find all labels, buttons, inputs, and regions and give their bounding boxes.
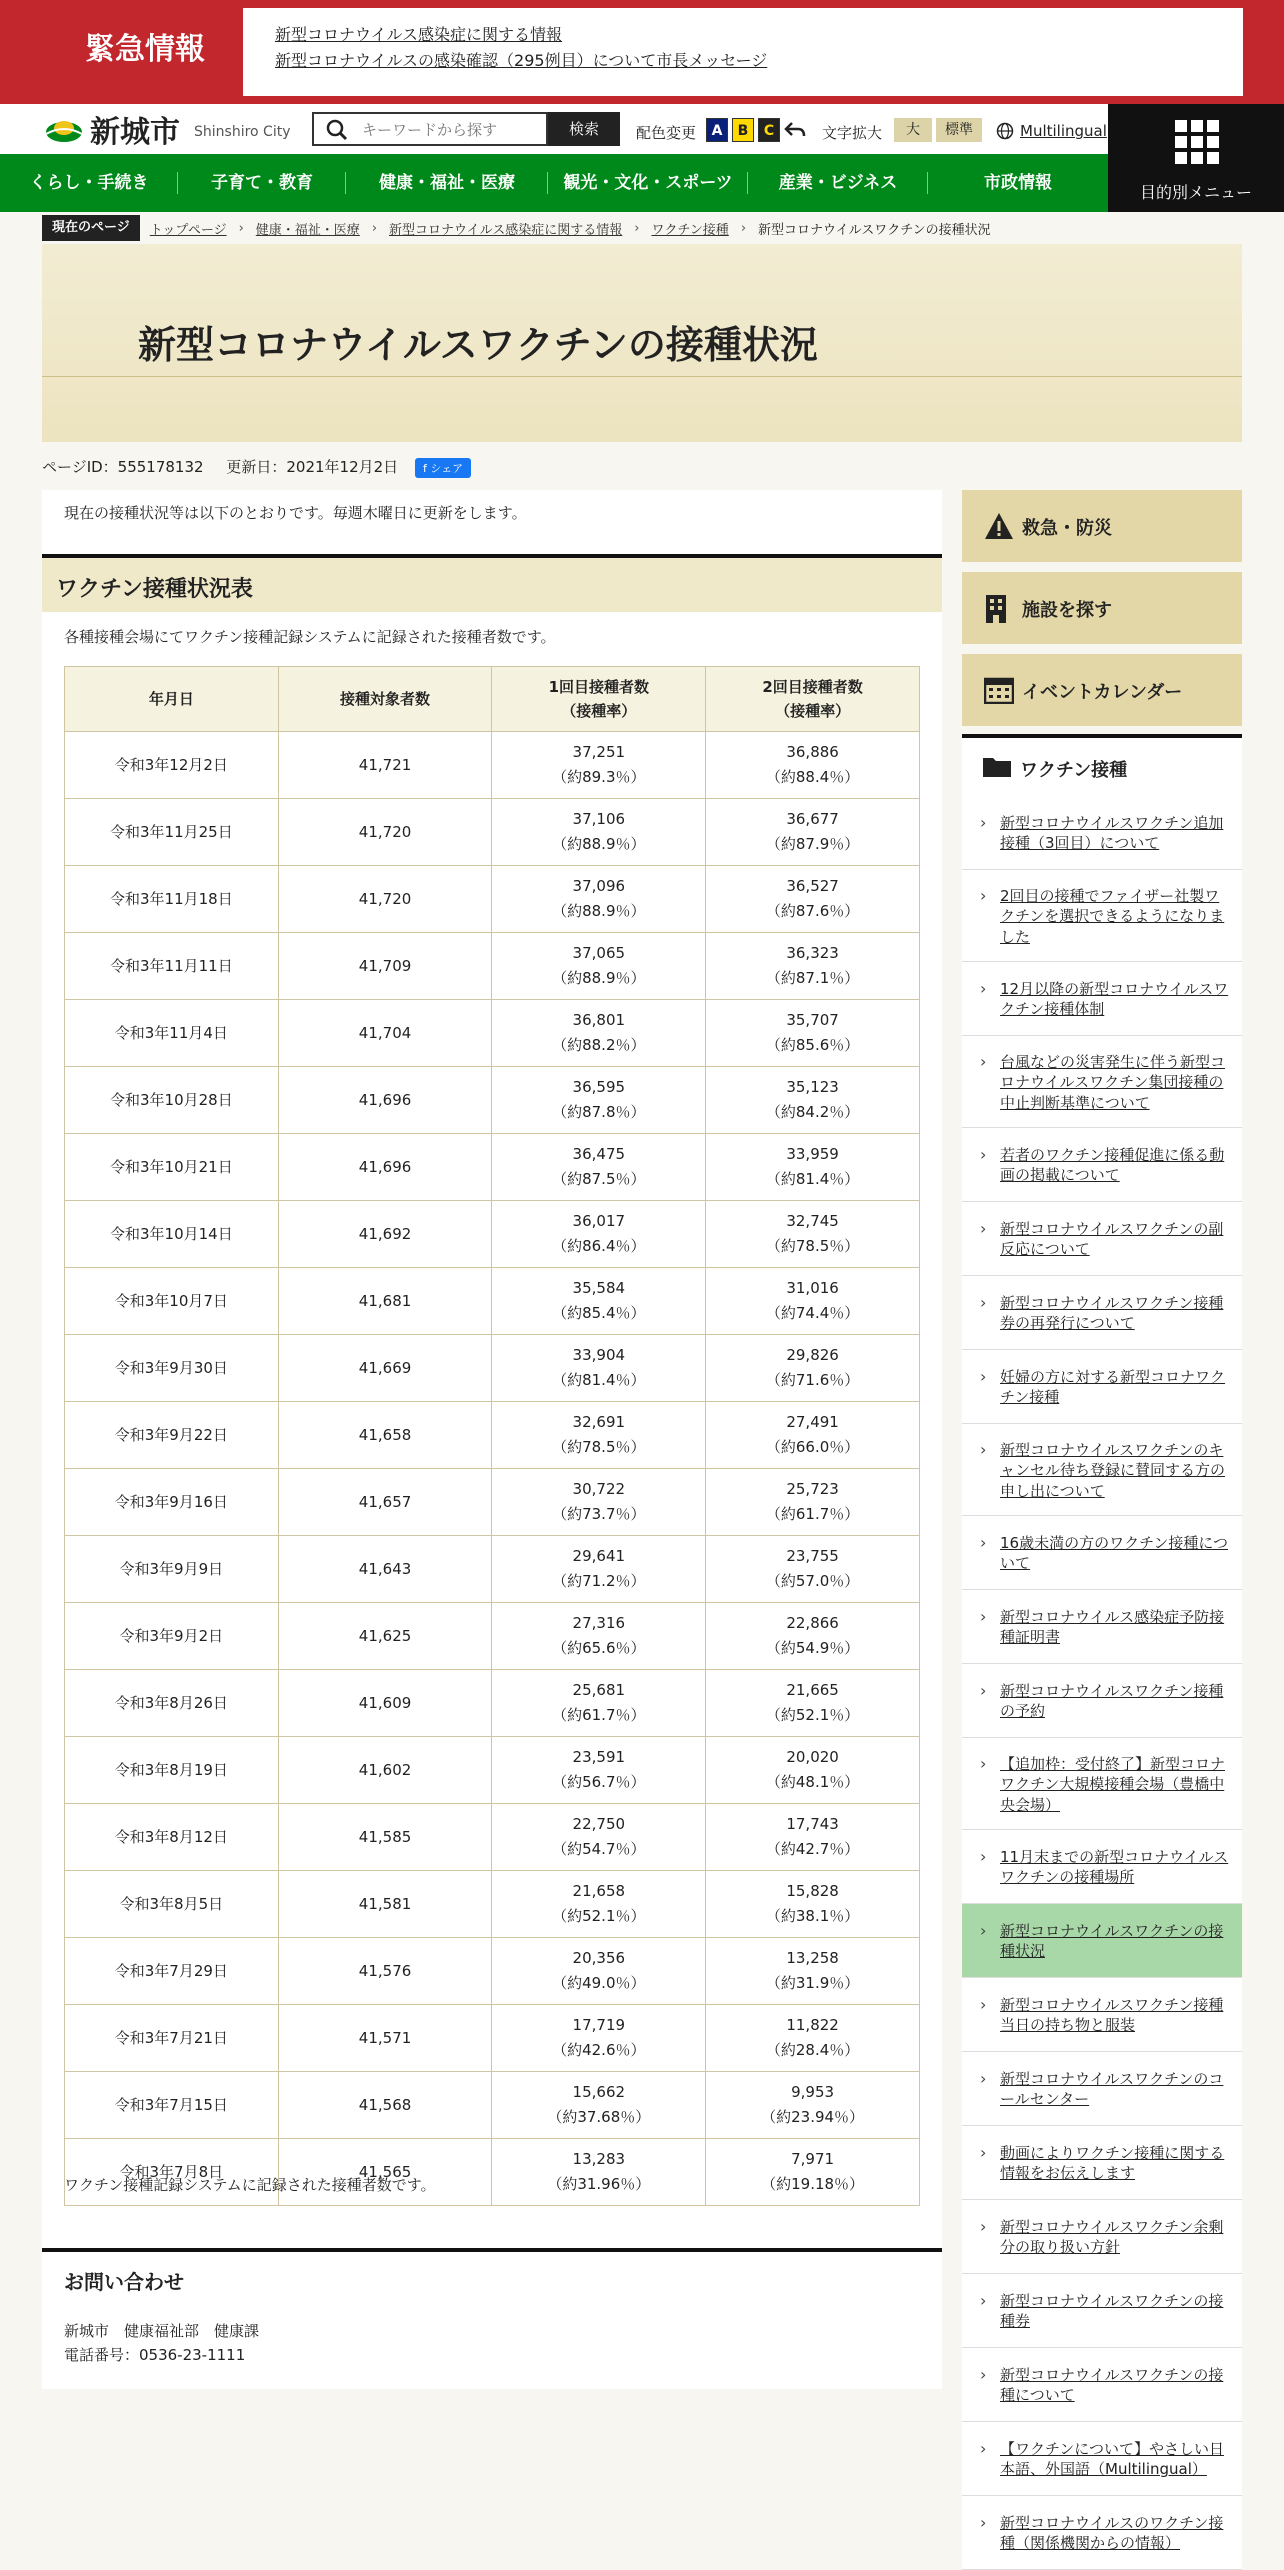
cell-target: 41,681 <box>278 1268 492 1335</box>
cell-date: 令和3年8月19日 <box>65 1737 279 1804</box>
sidebar-link-item[interactable] <box>962 1276 1242 1350</box>
cell-date: 令和3年7月21日 <box>65 2005 279 2072</box>
chevron-right-icon: › <box>980 1219 987 1238</box>
cell-first-dose: 36,595 （約87.8％） <box>492 1067 706 1134</box>
chevron-right-icon: › <box>980 2513 987 2532</box>
cell-date: 令和3年10月28日 <box>65 1067 279 1134</box>
table-row <box>65 1603 920 1670</box>
sidebar-section-title: ワクチン接種 <box>1020 760 1128 781</box>
facility-search-label: 施設を探す <box>1022 600 1112 621</box>
sidebar-link[interactable]: 新型コロナウイルスワクチンの接種券 <box>1000 2292 1224 2331</box>
sidebar-link[interactable]: 2回目の接種でファイザー社製ワクチンを選択できるようになりました <box>1000 887 1225 946</box>
emergency-label: 緊急情報 <box>85 32 205 67</box>
table-row <box>65 1469 920 1536</box>
chevron-right-icon: › <box>980 2365 987 2384</box>
contact-title: お問い合わせ <box>64 2270 184 2294</box>
cell-second-dose: 25,723 （約61.7％） <box>706 1469 920 1536</box>
sidebar-link[interactable]: 12月以降の新型コロナウイルスワクチン接種体制 <box>1000 980 1229 1019</box>
emergency-link-2[interactable]: 新型コロナウイルスの感染確認（295例目）について市長メッセージ <box>275 51 768 70</box>
vaccination-table <box>64 666 920 2206</box>
sidebar-link[interactable]: 新型コロナウイルスのワクチン接種（関係機関からの情報） <box>1000 2514 1224 2553</box>
cell-date: 令和3年9月16日 <box>65 1469 279 1536</box>
search-box <box>312 112 548 146</box>
sidebar-link[interactable]: 16歳未満の方のワクチン接種について <box>1000 1534 1229 1573</box>
sidebar-link-item[interactable] <box>962 1904 1242 1978</box>
chevron-right-icon: › <box>980 1367 987 1386</box>
sidebar-link-item[interactable] <box>962 2200 1242 2274</box>
cell-second-dose: 36,323 （約87.1％） <box>706 933 920 1000</box>
table-footnote: ワクチン接種記録システムに記録された接種者数です。 <box>64 2176 436 2194</box>
cell-first-dose: 36,801 （約88.2％） <box>492 1000 706 1067</box>
cell-second-dose: 35,123 （約84.2％） <box>706 1067 920 1134</box>
table-row <box>65 1536 920 1603</box>
global-nav <box>0 154 1108 212</box>
sidebar-link[interactable]: 新型コロナウイルスワクチン接種当日の持ち物と服装 <box>1000 1996 1224 2035</box>
chevron-right-icon: › <box>980 2069 987 2088</box>
table-row <box>65 2072 920 2139</box>
chevron-right-icon: › <box>371 220 378 236</box>
table-row <box>65 1871 920 1938</box>
breadcrumb <box>42 214 991 242</box>
cell-target: 41,696 <box>278 1067 492 1134</box>
page-title: 新型コロナウイルスワクチンの接種状況 <box>138 323 818 367</box>
text-size-standard[interactable]: 標準 <box>936 118 982 142</box>
sidebar-link-item[interactable] <box>962 2496 1242 2570</box>
cell-target: 41,658 <box>278 1402 492 1469</box>
cell-target: 41,721 <box>278 732 492 799</box>
cell-first-dose: 13,283 （約31.96％） <box>492 2139 706 2206</box>
breadcrumb-here-label: 現在のページ <box>42 215 140 241</box>
nav-item-childcare[interactable]: 子育て・教育 <box>178 154 346 212</box>
chevron-right-icon: › <box>980 1847 987 1866</box>
nav-item-tourism[interactable]: 観光・文化・スポーツ <box>548 154 748 212</box>
cell-first-dose: 23,591 （約56.7％） <box>492 1737 706 1804</box>
cell-target: 41,669 <box>278 1335 492 1402</box>
cell-second-dose: 20,020 （約48.1％） <box>706 1737 920 1804</box>
chevron-right-icon: › <box>980 1681 987 1700</box>
sidebar-link[interactable]: 新型コロナウイルスワクチン追加接種（3回目）について <box>1000 814 1224 853</box>
sidebar-link-item[interactable] <box>962 1350 1242 1424</box>
table-row <box>65 799 920 866</box>
cell-first-dose: 15,662 （約37.68％） <box>492 2072 706 2139</box>
cell-second-dose: 22,866 （約54.9％） <box>706 1603 920 1670</box>
contact-section <box>42 2248 942 2389</box>
cell-first-dose: 29,641 （約71.2％） <box>492 1536 706 1603</box>
cell-date: 令和3年10月14日 <box>65 1201 279 1268</box>
cell-target: 41,657 <box>278 1469 492 1536</box>
chevron-right-icon: › <box>980 1533 987 1552</box>
calendar-icon <box>984 676 1014 704</box>
cell-target: 41,565 <box>278 2139 492 2206</box>
cell-first-dose: 37,106 （約88.9％） <box>492 799 706 866</box>
sidebar-link-item[interactable] <box>962 1128 1242 1202</box>
cell-target: 41,571 <box>278 2005 492 2072</box>
cell-target: 41,720 <box>278 799 492 866</box>
chevron-right-icon: › <box>238 220 244 236</box>
cell-date: 令和3年7月15日 <box>65 2072 279 2139</box>
cell-target: 41,585 <box>278 1804 492 1871</box>
cell-target: 41,696 <box>278 1134 492 1201</box>
sidebar-link[interactable]: 新型コロナウイルスワクチンの接種状況 <box>1000 1922 1224 1961</box>
cell-first-dose: 37,096 （約88.9％） <box>492 866 706 933</box>
cell-target: 41,568 <box>278 2072 492 2139</box>
main-content <box>42 490 942 2385</box>
sidebar-link[interactable]: 新型コロナウイルスワクチン余剰分の取り扱い方針 <box>1000 2218 1224 2257</box>
cell-first-dose: 25,681 （約61.7％） <box>492 1670 706 1737</box>
sidebar-link[interactable]: 妊婦の方に対する新型コロナワクチン接種 <box>1000 1368 1226 1407</box>
cell-date: 令和3年11月11日 <box>65 933 279 1000</box>
cell-second-dose: 7,971 （約19.18％） <box>706 2139 920 2206</box>
sidebar-link-item[interactable] <box>962 1590 1242 1664</box>
reset-arrow-icon[interactable] <box>784 120 806 140</box>
sidebar-section-heading <box>962 734 1242 796</box>
sidebar-link[interactable]: 新型コロナウイルスワクチンの副反応について <box>1000 1220 1224 1259</box>
cell-second-dose: 9,953 （約23.94％） <box>706 2072 920 2139</box>
sidebar-link[interactable]: 新型コロナウイルスワクチンの接種について <box>1000 2366 1224 2405</box>
cell-target: 41,709 <box>278 933 492 1000</box>
color-option-b[interactable]: B <box>732 118 754 142</box>
sidebar-link-item[interactable] <box>962 1978 1242 2052</box>
sidebar-link-item[interactable] <box>962 1664 1242 1738</box>
sidebar-link[interactable]: 台風などの災害発生に伴う新型コロナウイルスワクチン集団接種の中止判断基準について <box>1000 1053 1226 1112</box>
site-name-en: Shinshiro City <box>194 124 291 140</box>
cell-date: 令和3年11月25日 <box>65 799 279 866</box>
chevron-right-icon: › <box>980 1440 987 1459</box>
sidebar-link[interactable]: 【追加枠：受付終了】新型コロナワクチン大規模接種会場（豊橋中央会場） <box>1000 1755 1226 1814</box>
sidebar-link-item[interactable] <box>962 1424 1242 1516</box>
cell-target: 41,581 <box>278 1871 492 1938</box>
cell-date: 令和3年7月29日 <box>65 1938 279 2005</box>
facebook-share-button[interactable] <box>415 458 471 478</box>
breadcrumb-item[interactable]: 新型コロナウイルス感染症に関する情報 <box>389 222 623 238</box>
chevron-right-icon: › <box>980 1754 987 1773</box>
cell-first-dose: 36,475 （約87.5％） <box>492 1134 706 1201</box>
sidebar-link-item[interactable] <box>962 2422 1242 2496</box>
search-icon <box>326 119 348 141</box>
updated-date: 更新日：2021年12月2日 <box>226 458 399 476</box>
cell-second-dose: 36,527 （約87.6％） <box>706 866 920 933</box>
contact-dept: 新城市 健康福祉部 健康課 <box>64 2322 260 2340</box>
cell-first-dose: 22,750 （約54.7％） <box>492 1804 706 1871</box>
purpose-menu-label: 目的別メニュー <box>1139 183 1252 202</box>
table-row <box>65 1335 920 1402</box>
chevron-right-icon: › <box>980 813 987 832</box>
chevron-right-icon: › <box>980 2439 987 2458</box>
cell-second-dose: 23,755 （約57.0％） <box>706 1536 920 1603</box>
emergency-links-box <box>243 8 1243 96</box>
sidebar-link[interactable]: 動画によりワクチン接種に関する情報をお伝えします <box>1000 2144 1225 2183</box>
table-row <box>65 1134 920 1201</box>
cell-date: 令和3年9月22日 <box>65 1402 279 1469</box>
cell-first-dose: 37,251 （約89.3％） <box>492 732 706 799</box>
table-row <box>65 1201 920 1268</box>
breadcrumb-item[interactable]: 健康・福祉・医療 <box>255 222 360 238</box>
nav-item-industry[interactable]: 産業・ビジネス <box>748 154 928 212</box>
sidebar-link[interactable]: 【ワクチンについて】やさしい日本語、外国語（Multilingual） <box>1000 2440 1224 2479</box>
intro-text: 現在の接種状況等は以下のとおりです。毎週木曜日に更新をします。 <box>64 504 527 522</box>
cell-target: 41,704 <box>278 1000 492 1067</box>
cell-target: 41,692 <box>278 1201 492 1268</box>
sidebar-link-item[interactable] <box>962 2052 1242 2126</box>
facility-search-button[interactable] <box>962 572 1242 644</box>
title-divider <box>42 376 1242 377</box>
cell-second-dose: 27,491 （約66.0％） <box>706 1402 920 1469</box>
table-row <box>65 732 920 799</box>
table-row <box>65 933 920 1000</box>
nav-item-cityinfo[interactable]: 市政情報 <box>984 173 1052 193</box>
cell-date: 令和3年12月2日 <box>65 732 279 799</box>
sidebar-link-item[interactable] <box>962 1516 1242 1590</box>
cell-second-dose: 29,826 （約71.6％） <box>706 1335 920 1402</box>
cell-second-dose: 15,828 （約38.1％） <box>706 1871 920 1938</box>
globe-icon <box>996 122 1014 140</box>
cell-target: 41,609 <box>278 1670 492 1737</box>
city-emblem-icon <box>44 114 84 144</box>
search-input[interactable] <box>360 118 544 142</box>
cell-second-dose: 32,745 （約78.5％） <box>706 1201 920 1268</box>
cell-first-dose: 17,719 （約42.6％） <box>492 2005 706 2072</box>
chevron-right-icon: › <box>980 1995 987 2014</box>
cell-first-dose: 35,584 （約85.4％） <box>492 1268 706 1335</box>
table-row <box>65 1670 920 1737</box>
cell-target: 41,625 <box>278 1603 492 1670</box>
cell-target: 41,643 <box>278 1536 492 1603</box>
cell-date: 令和3年10月7日 <box>65 1268 279 1335</box>
site-logo[interactable] <box>44 110 290 148</box>
chevron-right-icon: › <box>980 1293 987 1312</box>
cell-second-dose: 36,677 （約87.9％） <box>706 799 920 866</box>
nav-item-living[interactable]: くらし・手続き <box>0 154 178 212</box>
col-header-target: 接種対象者数 <box>278 667 492 732</box>
cell-target: 41,602 <box>278 1737 492 1804</box>
cell-first-dose: 27,316 （約65.6％） <box>492 1603 706 1670</box>
breadcrumb-current: 新型コロナウイルスワクチンの接種状況 <box>758 222 991 238</box>
cell-target: 41,720 <box>278 866 492 933</box>
nav-item-health[interactable]: 健康・福祉・医療 <box>346 154 548 212</box>
sidebar-link[interactable]: 新型コロナウイルスワクチン接種券の再発行について <box>1000 1294 1224 1333</box>
table-row <box>65 2139 920 2206</box>
section-title: ワクチン接種状況表 <box>56 577 253 602</box>
cell-first-dose: 32,691 （約78.5％） <box>492 1402 706 1469</box>
building-icon <box>984 594 1008 624</box>
emergency-disaster-button[interactable] <box>962 490 1242 562</box>
cell-first-dose: 36,017 （約86.4％） <box>492 1201 706 1268</box>
cell-date: 令和3年9月2日 <box>65 1603 279 1670</box>
emergency-link-1[interactable]: 新型コロナウイルス感染症に関する情報 <box>275 25 563 44</box>
sidebar-link[interactable]: 新型コロナウイルス感染症予防接種証明書 <box>1000 1608 1225 1647</box>
emergency-disaster-label: 救急・防災 <box>1022 518 1112 539</box>
cell-date: 令和3年7月8日 <box>65 2139 279 2206</box>
chevron-right-icon: › <box>634 220 640 236</box>
cell-second-dose: 11,822 （約28.4％） <box>706 2005 920 2072</box>
breadcrumb-item[interactable]: トップページ <box>149 222 227 238</box>
chevron-right-icon: › <box>980 2143 987 2162</box>
sidebar-link[interactable]: 若者のワクチン接種促進に係る動画の掲載について <box>1000 1146 1225 1185</box>
grid-menu-icon <box>1175 120 1219 164</box>
cell-date: 令和3年8月5日 <box>65 1871 279 1938</box>
emergency-bar <box>0 0 1284 104</box>
sidebar-link-item[interactable] <box>962 2348 1242 2422</box>
cell-date: 令和3年8月12日 <box>65 1804 279 1871</box>
table-header-row <box>65 667 920 732</box>
chevron-right-icon: › <box>980 1052 987 1071</box>
cell-second-dose: 17,743 （約42.7％） <box>706 1804 920 1871</box>
site-name: 新城市 <box>90 115 180 150</box>
table-row <box>65 2005 920 2072</box>
table-row <box>65 1268 920 1335</box>
site-header <box>0 104 1284 154</box>
cell-second-dose: 31,016 （約74.4％） <box>706 1268 920 1335</box>
page-id: ページID：555178132 <box>42 458 204 476</box>
purpose-menu-button[interactable] <box>1108 104 1284 212</box>
cell-second-dose: 36,886 （約88.4％） <box>706 732 920 799</box>
sidebar-link[interactable]: 新型コロナウイルスワクチンのキャンセル待ち登録に賛同する方の申し出について <box>1000 1441 1226 1500</box>
cell-target: 41,576 <box>278 1938 492 2005</box>
event-calendar-button[interactable] <box>962 654 1242 726</box>
cell-second-dose: 13,258 （約31.9％） <box>706 1938 920 2005</box>
sidebar-link-item[interactable] <box>962 870 1242 962</box>
facebook-icon: f <box>422 461 431 475</box>
table-row <box>65 1067 920 1134</box>
page-title-banner <box>42 244 1242 442</box>
text-size-label: 文字拡大 <box>822 124 883 142</box>
text-size-large[interactable]: 大 <box>894 118 932 142</box>
chevron-right-icon: › <box>980 979 987 998</box>
color-option-a[interactable]: A <box>706 118 728 142</box>
warning-icon <box>984 512 1014 540</box>
color-change-label: 配色変更 <box>636 124 697 142</box>
chevron-right-icon: › <box>980 2291 987 2310</box>
section-heading <box>42 554 942 612</box>
table-row <box>65 1737 920 1804</box>
cell-first-dose: 20,356 （約49.0％） <box>492 1938 706 2005</box>
color-option-c[interactable]: C <box>758 118 780 142</box>
breadcrumb-item[interactable]: ワクチン接種 <box>651 222 729 238</box>
col-header-date: 年月日 <box>65 667 279 732</box>
col-header-second-dose: 2回目接種者数 （接種率） <box>706 667 920 732</box>
chevron-right-icon: › <box>980 2217 987 2236</box>
sidebar-link-item[interactable] <box>962 2126 1242 2200</box>
sidebar-link-item[interactable] <box>962 1830 1242 1904</box>
sidebar-link-item[interactable] <box>962 1202 1242 1276</box>
folder-icon <box>982 756 1012 778</box>
cell-date: 令和3年10月21日 <box>65 1134 279 1201</box>
section-description: 各種接種会場にてワクチン接種記録システムに記録された接種者数です。 <box>64 628 556 646</box>
cell-first-dose: 30,722 （約73.7％） <box>492 1469 706 1536</box>
sidebar-link-item[interactable] <box>962 1036 1242 1128</box>
chevron-right-icon: › <box>980 1921 987 1940</box>
cell-date: 令和3年9月30日 <box>65 1335 279 1402</box>
cell-second-dose: 33,959 （約81.4％） <box>706 1134 920 1201</box>
multilingual-link[interactable]: Multilingual <box>1020 122 1107 140</box>
cell-first-dose: 37,065 （約88.9％） <box>492 933 706 1000</box>
page-meta <box>42 456 471 478</box>
search-button[interactable]: 検索 <box>548 112 620 146</box>
table-row <box>65 1804 920 1871</box>
share-label: シェア <box>430 461 464 475</box>
cell-date: 令和3年11月18日 <box>65 866 279 933</box>
chevron-right-icon: › <box>740 220 747 236</box>
sidebar-link[interactable]: 新型コロナウイルスワクチン接種の予約 <box>1000 1682 1224 1721</box>
cell-second-dose: 35,707 （約85.6％） <box>706 1000 920 1067</box>
col-header-first-dose: 1回目接種者数 （接種率） <box>492 667 706 732</box>
table-row <box>65 1402 920 1469</box>
table-row <box>65 866 920 933</box>
table-row <box>65 1938 920 2005</box>
chevron-right-icon: › <box>980 1607 987 1626</box>
chevron-right-icon: › <box>980 1145 987 1164</box>
cell-date: 令和3年9月9日 <box>65 1536 279 1603</box>
chevron-right-icon: › <box>980 886 987 905</box>
cell-first-dose: 21,658 （約52.1％） <box>492 1871 706 1938</box>
cell-second-dose: 21,665 （約52.1％） <box>706 1670 920 1737</box>
sidebar-link-item[interactable] <box>962 962 1242 1036</box>
table-row <box>65 1000 920 1067</box>
sidebar-link[interactable]: 新型コロナウイルスワクチンのコールセンター <box>1000 2070 1224 2109</box>
cell-date: 令和3年11月4日 <box>65 1000 279 1067</box>
cell-date: 令和3年8月26日 <box>65 1670 279 1737</box>
sidebar-link-item[interactable] <box>962 1738 1242 1830</box>
sidebar-link[interactable]: 11月末までの新型コロナウイルスワクチンの接種場所 <box>1000 1848 1229 1887</box>
event-calendar-label: イベントカレンダー <box>1022 682 1183 703</box>
contact-phone: 電話番号：0536-23-1111 <box>64 2346 246 2364</box>
cell-first-dose: 33,904 （約81.4％） <box>492 1335 706 1402</box>
sidebar-link-item[interactable] <box>962 796 1242 870</box>
sidebar-link-item[interactable] <box>962 2274 1242 2348</box>
